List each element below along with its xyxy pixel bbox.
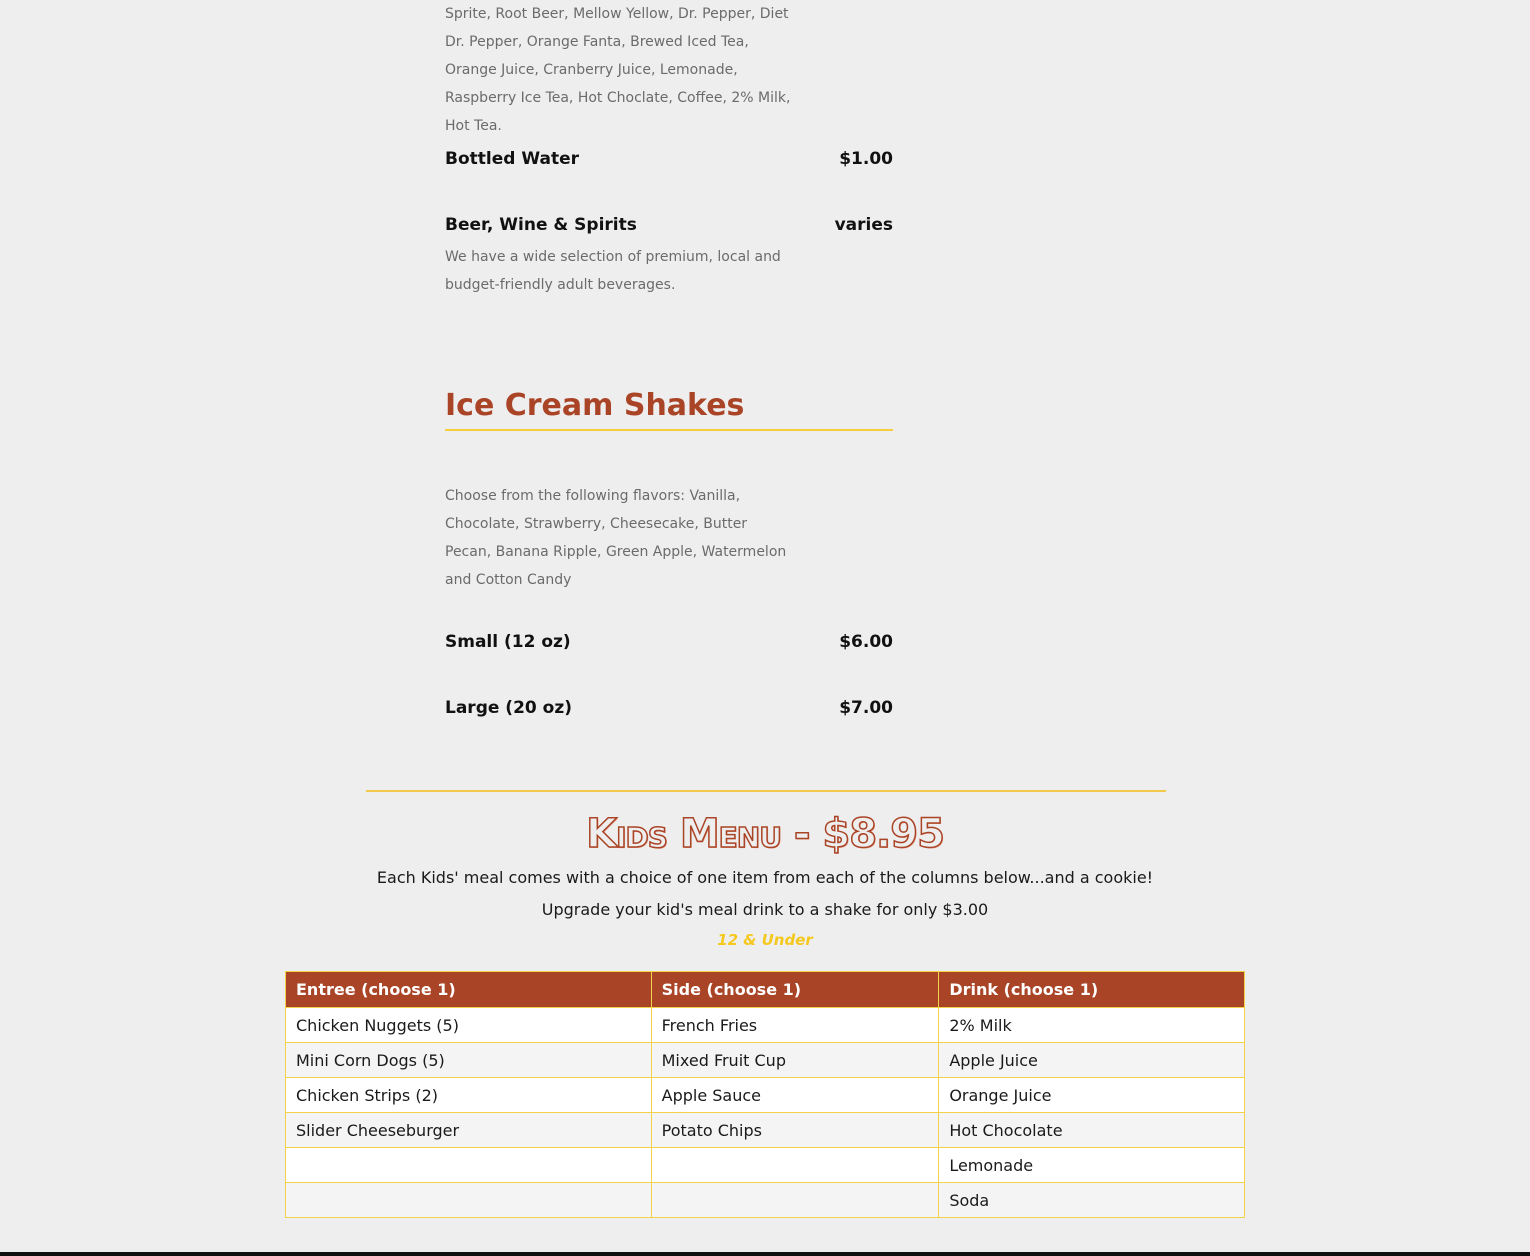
table-cell-drink: Hot Chocolate <box>939 1113 1245 1148</box>
table-header-row <box>286 972 1245 1008</box>
kids-menu-intro: Each Kids' meal comes with a choice of one item from each of the columns below...and a cookie! <box>376 868 1154 887</box>
table-cell-drink: Soda <box>939 1183 1245 1218</box>
table-cell-drink: Orange Juice <box>939 1078 1245 1113</box>
kids-menu-upgrade-note: Upgrade your kid's meal drink to a shake for only $3.00 <box>541 900 989 919</box>
section-title-shakes: Ice Cream Shakes <box>445 386 893 431</box>
table-cell-drink: 2% Milk <box>939 1008 1245 1043</box>
table-row <box>286 1043 1245 1078</box>
menu-item-price: $1.00 <box>839 149 893 169</box>
table-row <box>286 1113 1245 1148</box>
table-row <box>286 1008 1245 1043</box>
table-cell-entree <box>286 1183 652 1218</box>
menu-item-name: Bottled Water <box>445 149 579 169</box>
kids-age-label: 12 & Under <box>717 931 813 949</box>
table-cell-side: Apple Sauce <box>651 1078 939 1113</box>
column-header-side: Side (choose 1) <box>651 972 939 1008</box>
menu-item-large-shake <box>445 697 893 719</box>
table-cell-entree: Chicken Nuggets (5) <box>286 1008 652 1043</box>
table-row <box>286 1148 1245 1183</box>
menu-item-name: Beer, Wine & Spirits <box>445 215 637 235</box>
table-cell-entree: Mini Corn Dogs (5) <box>286 1043 652 1078</box>
menu-item-bottled-water <box>445 148 893 170</box>
menu-item-description: We have a wide selection of premium, local and budget-friendly adult beverages. <box>445 249 781 293</box>
footer-edge <box>0 1252 1530 1256</box>
menu-item-price: $7.00 <box>839 698 893 718</box>
table-row <box>286 1078 1245 1113</box>
table-cell-side <box>651 1148 939 1183</box>
column-header-entree: Entree (choose 1) <box>286 972 652 1008</box>
table-cell-drink: Lemonade <box>939 1148 1245 1183</box>
table-cell-entree <box>286 1148 652 1183</box>
menu-item-price: varies <box>834 215 893 235</box>
table-row <box>286 1183 1245 1218</box>
table-cell-side: French Fries <box>651 1008 939 1043</box>
table-cell-side: Mixed Fruit Cup <box>651 1043 939 1078</box>
kids-menu-title: Kids Menu - $8.95 <box>586 811 944 857</box>
menu-item-price: $6.00 <box>839 632 893 652</box>
table-cell-entree: Chicken Strips (2) <box>286 1078 652 1113</box>
shakes-description: Choose from the following flavors: Vanilla, Chocolate, Strawberry, Cheesecake, Butter Pecan, Banana Ripple, Green Apple, Watermelon and Cotton Candy <box>445 488 787 588</box>
section-divider <box>366 790 1166 792</box>
menu-item-name: Large (20 oz) <box>445 698 572 718</box>
fountain-drinks-description: Sprite, Root Beer, Mellow Yellow, Dr. Pepper, Diet Dr. Pepper, Orange Fanta, Brewed Iced Tea, Orange Juice, Cranberry Juice, Lemonade, Raspberry Ice Tea, Hot Choclate, Coffee, 2% Milk, Hot Tea. <box>445 6 791 134</box>
table-cell-side <box>651 1183 939 1218</box>
table-cell-drink: Apple Juice <box>939 1043 1245 1078</box>
table-cell-side: Potato Chips <box>651 1113 939 1148</box>
menu-item-small-shake <box>445 631 893 653</box>
menu-item-name: Small (12 oz) <box>445 632 571 652</box>
menu-item-beer-wine-spirits <box>445 214 893 236</box>
column-header-drink: Drink (choose 1) <box>939 972 1245 1008</box>
kids-menu-table <box>285 971 1245 1218</box>
table-cell-entree: Slider Cheeseburger <box>286 1113 652 1148</box>
